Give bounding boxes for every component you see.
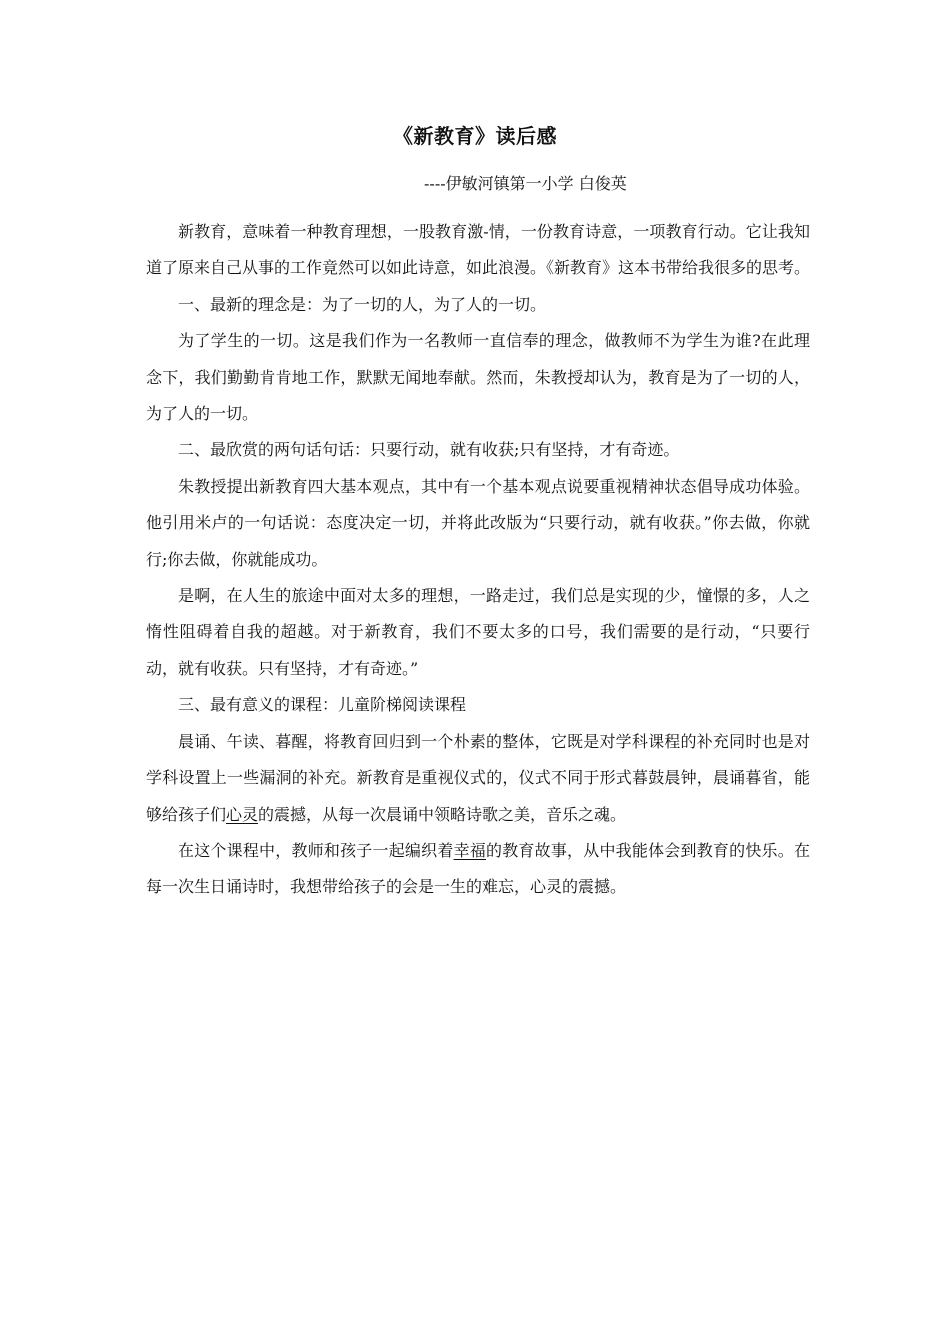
body-paragraph: [146, 287, 810, 323]
paragraph-text: 是啊，在人生的旅途中面对太多的理想，一路走过，我们总是实现的少，憧憬的多，人之惰性阻碍着自我的超越。对于新教育，我们不要太多的口号，我们需要的是行动，“只要行动，就有收获。只有坚持，才有奇迹。”: [146, 586, 810, 678]
body-paragraph: [146, 724, 810, 833]
paragraph-text: 三、最有意义的课程：儿童阶梯阅读课程: [178, 695, 467, 715]
body-paragraph: [146, 469, 810, 578]
paragraph-text: 在这个课程中，教师和孩子一起编织着: [178, 840, 454, 860]
paragraph-text: 新教育，意味着一种教育理想，一股教育激-情，一份教育诗意，一项教育行动。它让我知道了原来自己从事的工作竟然可以如此诗意，如此浪漫。《新教育》这本书带给我很多的思考。: [146, 222, 811, 278]
paragraph-text: 朱教授提出新教育四大基本观点，其中有一个基本观点说要重视精神状态倡导成功体验。他引用米卢的一句话说：态度决定一切，并将此改版为“只要行动，就有收获。”你去做，你就行;你去做，你就能成功。: [146, 476, 810, 569]
underlined-text: 心灵: [226, 804, 259, 824]
paragraph-text: 晨诵、午读、暮醒，将教育回归到一个朴素的整体，它既是对学科课程的补充同时也是对学科设置上一些漏洞的补充。新教育是重视仪式的，仪式不同于形式暮鼓晨钟，晨诵暮省，能够给孩子们: [146, 731, 810, 824]
body-paragraph: [146, 432, 810, 468]
paragraph-text: 的震撼，从每一次晨诵中领略诗歌之美，音乐之魂。: [258, 804, 627, 824]
paragraph-text: 二、最欣赏的两句话句话：只要行动，就有收获;只有坚持，才有奇迹。: [178, 440, 680, 460]
document-title: 《新教育》读后感: [393, 124, 557, 148]
body-paragraph: [146, 687, 810, 723]
paragraph-text: 为了学生的一切。这是我们作为一名教师一直信奉的理念，做教师不为学生为谁?在此理念下，我们勤勤肯肯地工作，默默无闻地奉献。然而，朱教授却认为，教育是为了一切的人，为了人的一切。: [146, 331, 810, 424]
document-body: [146, 214, 810, 906]
body-paragraph: [146, 214, 810, 287]
paragraph-text: 的教育故事，从中我能体会到教育的快乐。在每一次生日诵诗时，我想带给孩子的会是一生的难忘，心灵的震撼。: [146, 840, 810, 897]
author-byline: ----伊敏河镇第一小学 白俊英: [424, 174, 627, 193]
body-paragraph: [146, 578, 810, 687]
body-paragraph: [146, 833, 810, 906]
underlined-text: 幸福: [453, 840, 486, 860]
body-paragraph: [146, 323, 810, 432]
paragraph-text: 一、最新的理念是：为了一切的人，为了人的一切。: [178, 294, 547, 314]
